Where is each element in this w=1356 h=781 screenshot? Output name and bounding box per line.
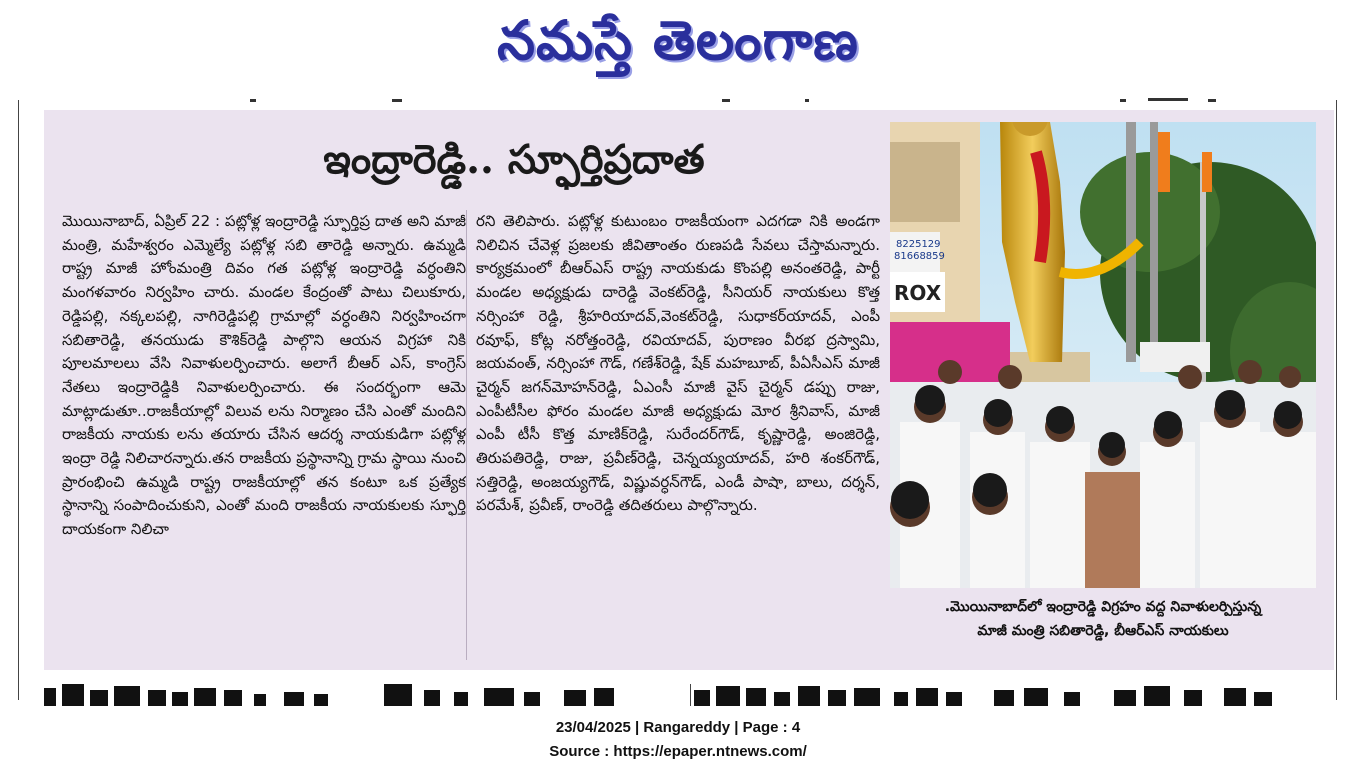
masthead — [0, 0, 1356, 85]
edition-info: 23/04/2025 | Rangareddy | Page : 4 — [555, 719, 801, 736]
page-rule-right — [1336, 100, 1337, 700]
news-article — [44, 110, 1334, 670]
cut-headline-left — [44, 684, 664, 706]
article-photo — [890, 122, 1316, 588]
svg-text:ROX: ROX — [894, 281, 942, 305]
svg-text:8225129: 8225129 — [896, 239, 941, 250]
svg-text:81668859: 81668859 — [894, 251, 945, 262]
previous-article-remnant — [40, 98, 1330, 104]
column-divider — [466, 210, 467, 660]
page-rule-left — [18, 100, 19, 700]
bottom-column-divider — [690, 684, 691, 706]
source-link[interactable]: Source : https://epaper.ntnews.com/ — [549, 743, 807, 760]
article-column-2: రని తెలిపారు. పట్లోళ్ల కుటుంబం రాజకీయంగా ఎదగడా నికి అండగా నిలిచిన చేవెళ్ల ప్రజలకు జీవితాంతం రుణపడి సేవలు చేస్తామన్నారు. కార్యక్రమంలో బీఆర్ఎస్ రాష్ట్ర నాయకుడు కొంపల్లి అనంతరెడ్డి, పార్టీ మండల అధ్యక్షుడు దారెడ్డి వెంకట్‌రెడ్డి, సీనియర్ నాయకులు కొత్త నర్సింహా రెడ్డి, శ్రీహరియాదవ్,వెంకట్‌రెడ్డి, సుధాకర్‌యాదవ్, ఎంపీ రవూఫ్, కోట్ల నరోత్తంరెడ్డి, రవియాదవ్, పురాణం వీరభ ద్రస్వామి, జయవంత్, నర్సింహా గౌడ్, గణేశ్‌రెడ్డి, షేక్ మహబూబ్, పీఏసీఎస్ మాజీ చైర్మన్ జగన్‌మోహన్‌రెడ్డి, ఏఎంసీ మాజీ వైస్ చైర్మన్ డప్పు రాజు, ఎంపీటీసీల ఫోరం మండల మాజీ అధ్యక్షుడు మోర శ్రీనివాస్, మాజీ ఎంపీ టీసీ కొత్త మాణిక్‌రెడ్డి, సురేందర్‌గౌడ్, కృష్ణారెడ్డి, అంజిరెడ్డి, తిరుపతిరెడ్డి, రాజు, ప్రవీణ్‌రెడ్డి, చెన్నయ్యయాదవ్, హరి శంకర్‌గౌడ్, సత్తిరెడ్డి, అంజయ్యగౌడ్, విష్ణువర్ధన్‌గౌడ్, ఎండీ పాషా, బాలు, దర్శన్, పరమేశ్, ప్రవీణ్, రాంరెడ్డి తదితరులు పాల్గొన్నారు. — [476, 212, 880, 515]
photo-caption-line-2: మాజీ మంత్రి సబితారెడ్డి, బీఆర్ఎస్ నాయకులు — [977, 623, 1229, 639]
photo-caption-line-1: .మొయినాబాద్‌లో ఇంద్రారెడ్డి విగ్రహం వద్ద నివాళులర్పిస్తున్న — [944, 599, 1262, 615]
cut-headline-right — [694, 684, 1314, 706]
article-headline: ఇంద్రారెడ్డి.. స్ఫూర్తిప్రదాత — [323, 136, 705, 183]
newspaper-logo: నమస్తే తెలంగాణ — [497, 8, 859, 72]
article-column-1: మొయినాబాద్, ఏప్రిల్ 22 : పట్లోళ్ల ఇంద్రారెడ్డి స్ఫూర్తిప్ర దాత అని మాజీ మంత్రి, మహేశ్వరం ఎమ్మెల్యే పట్లోళ్ల సబి తారెడ్డి అన్నారు. ఉమ్మడి రాష్ట్ర మాజీ హోంమంత్రి దివం గత పట్లోళ్ల ఇంద్రారెడ్డి వర్ధంతిని మంగళవారం నిర్వహిం చారు. మండల కేంద్రంతో పాటు చిలుకూరు, రెడ్డిపల్లి, నక్కలపల్లి, నాగిరెడ్డిపల్లి గ్రామాల్లో వర్ధంతిని నిర్వహించగా సబితారెడ్డి, తనయుడు కౌశిక్‌రెడ్డి పాల్గొని ఆయన విగ్రహా నికి పూలమాలలు వేసి నివాళులర్పించారు. అలాగే బీఆర్ ఎస్, కాంగ్రెస్ నేతలు ఇంద్రారెడ్డికి నివాళులర్పించారు. ఈ సందర్భంగా ఆమె మాట్లాడుతూ..రాజకీయాల్లో విలువ లను నిర్మాణం చేసి ఎంతో మందిని రాజకీయ నాయకు లను తయారు చేసిన ఆదర్శ నాయకుడిగా పట్లోళ్ల ఇంద్రా రెడ్డి నిలిచారన్నారు.తన రాజకీయ ప్రస్థానాన్ని గ్రామ స్థాయి నుంచి ప్రారంభించి ఉమ్మడి రాష్ట్ర రాజకీయాల్లో తన కంటూ ఒక ప్రత్యేక స్థానాన్ని సంపాదించుకుని, ఎంతో మంది రాజకీయ నాయకులకు స్ఫూర్తి దాయకంగా నిలిచా — [62, 212, 466, 539]
page-footer — [0, 716, 1356, 764]
photo-caption — [890, 595, 1316, 643]
next-article-cut-headline — [44, 684, 1334, 706]
